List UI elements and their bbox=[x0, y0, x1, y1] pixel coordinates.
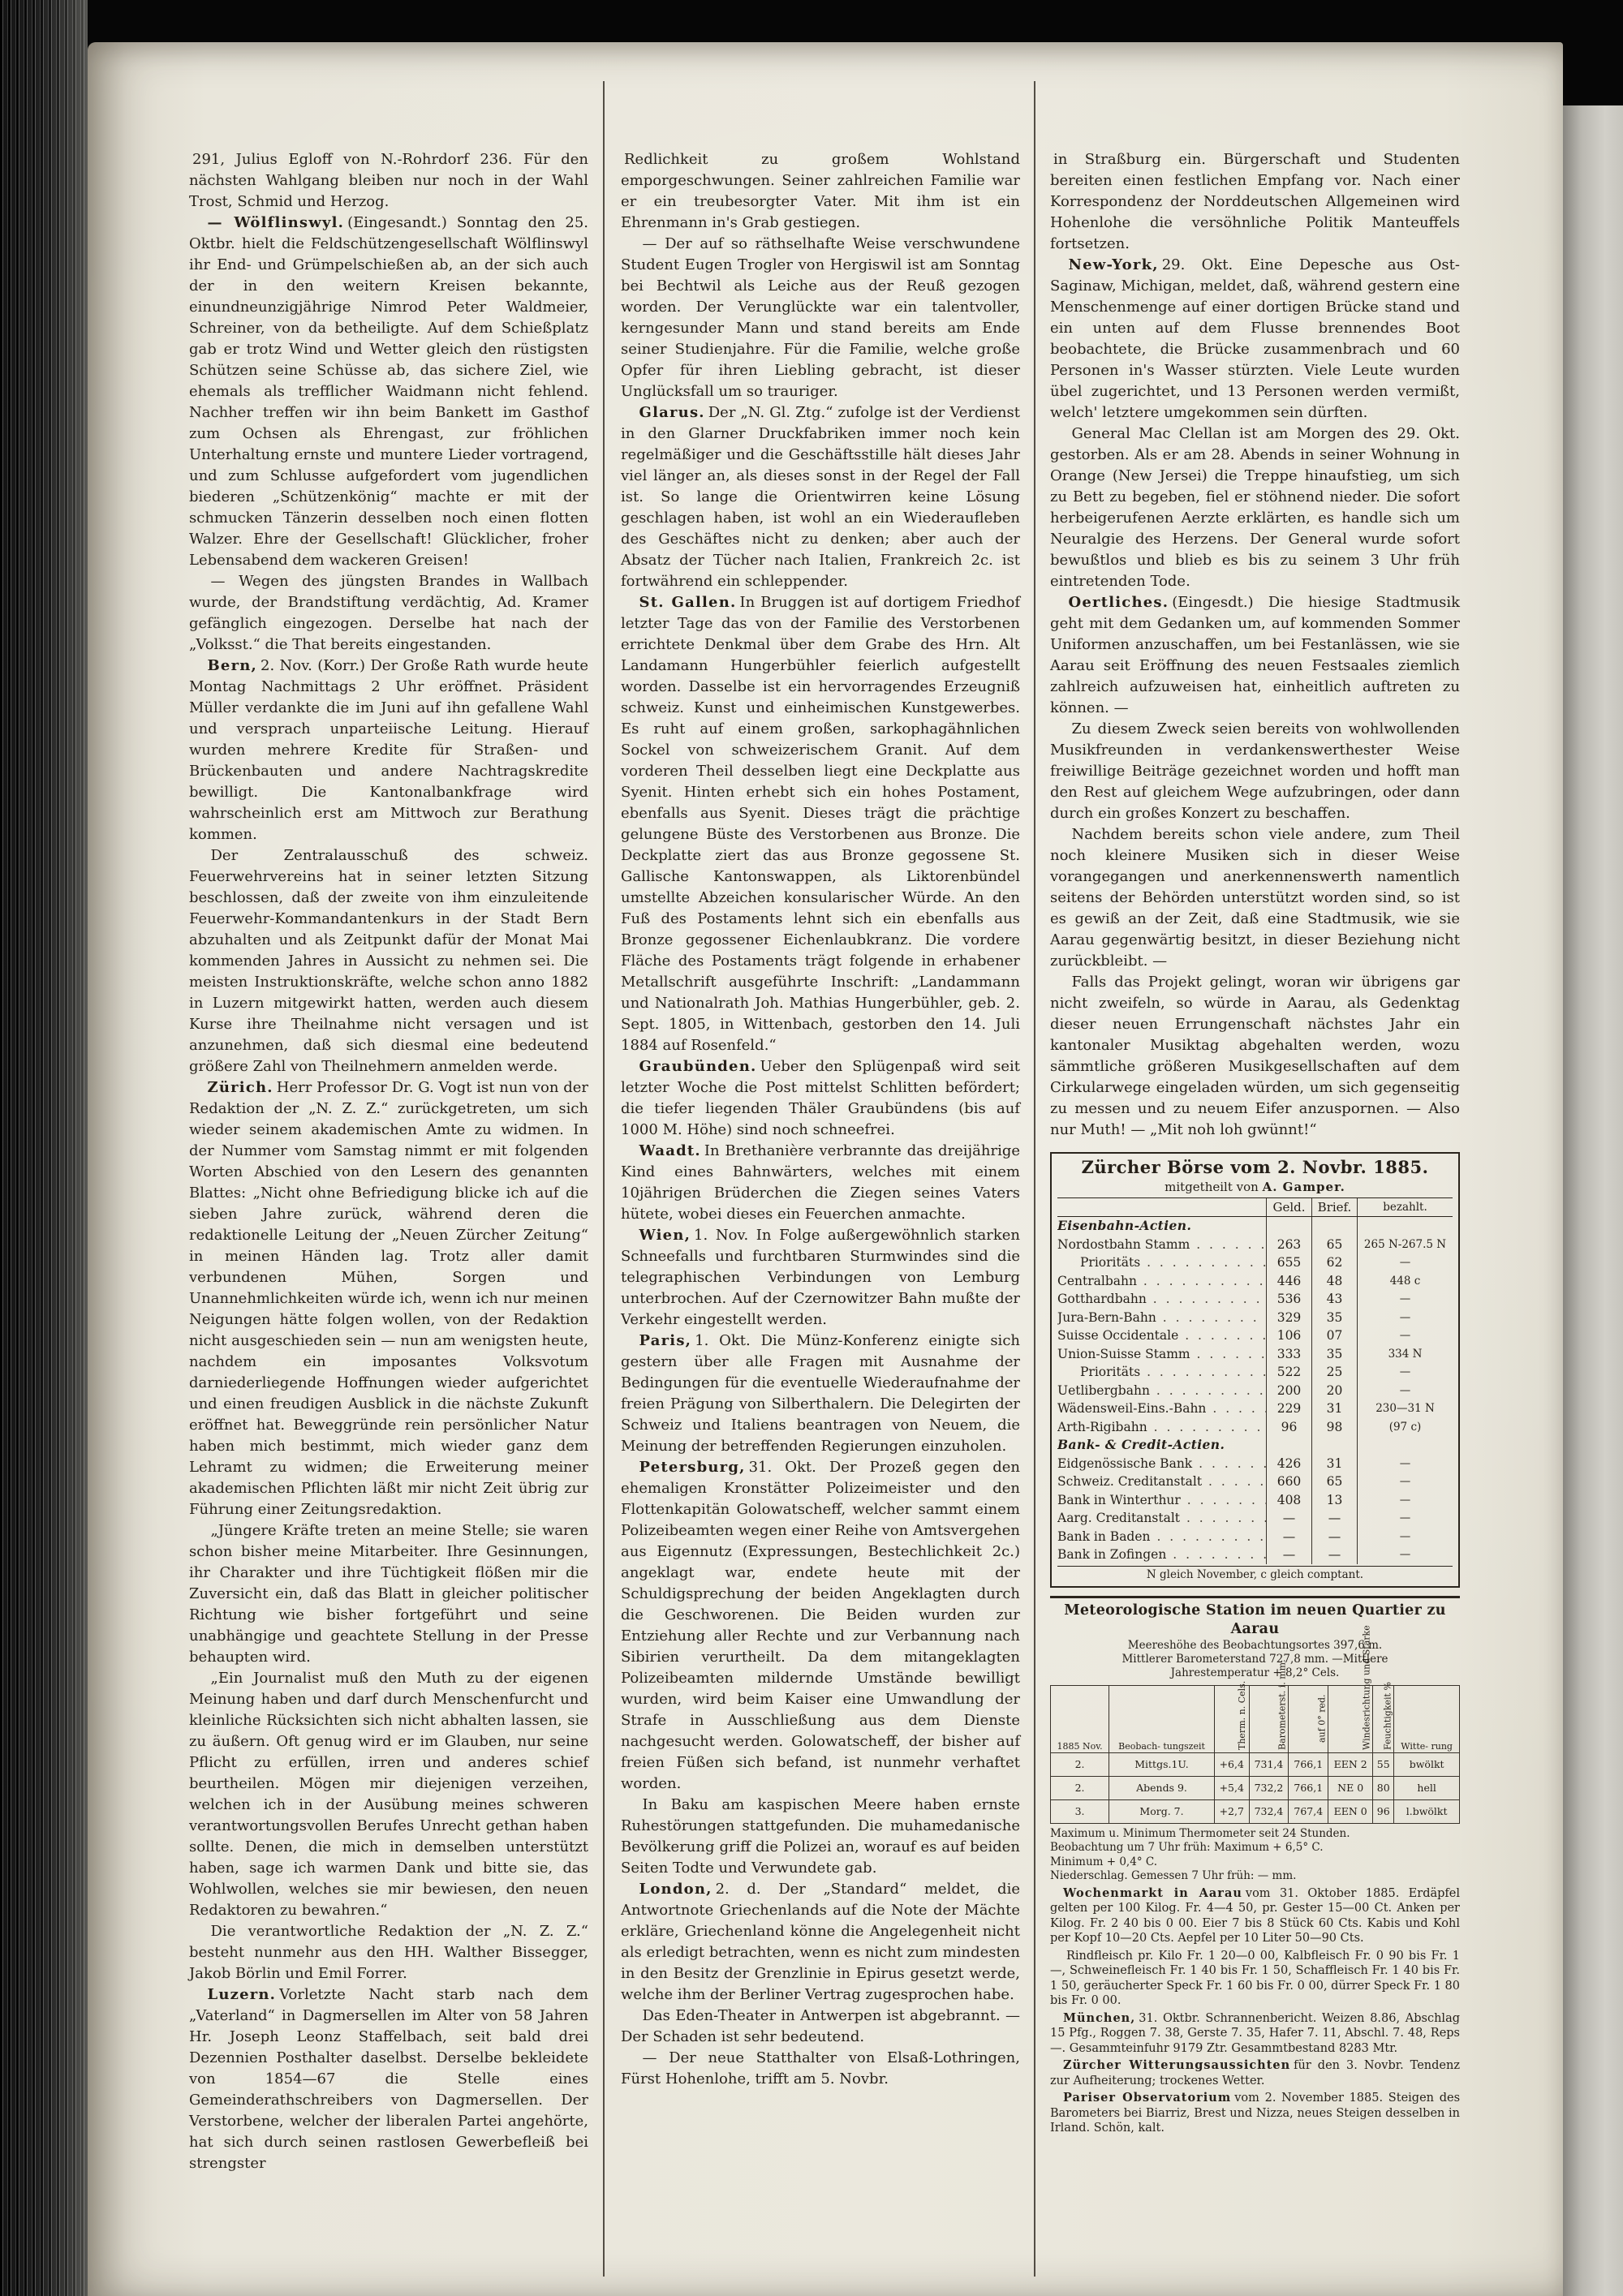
boerse-footnote: N gleich November, c gleich comptant. bbox=[1057, 1566, 1453, 1583]
brief-value: 35 bbox=[1311, 1345, 1357, 1364]
brief-value: 65 bbox=[1311, 1236, 1357, 1254]
bezahlt-value: 265 N-267.5 N bbox=[1357, 1236, 1453, 1254]
geld-value: 660 bbox=[1266, 1473, 1311, 1491]
article-lead: Paris, bbox=[639, 1332, 692, 1349]
article-text: — Der neue Statthalter von Elsaß-Lothringen, Fürst Hohenlohe, trifft am 5. Novbr. bbox=[621, 2049, 1020, 2087]
meteo-observation-row bbox=[1051, 1776, 1460, 1799]
notice-text: für den 3. Novbr. Tendenz zur Aufheiterung; trockenes Wetter. bbox=[1050, 2059, 1460, 2087]
bezahlt-value: 334 N bbox=[1357, 1345, 1453, 1364]
bezahlt-value: — bbox=[1357, 1455, 1453, 1473]
geld-value: 200 bbox=[1266, 1382, 1311, 1400]
notice-lead: Zürcher Witterungsaussichten bbox=[1062, 2058, 1291, 2072]
meteo-column-header: Windesrichtung und Stärke bbox=[1328, 1685, 1373, 1752]
geld-value bbox=[1266, 1217, 1311, 1236]
meteo-note: Niederschlag. Gemessen 7 Uhr früh: — mm. bbox=[1050, 1869, 1297, 1882]
boerse-row bbox=[1057, 1436, 1453, 1455]
meteo-observation-row bbox=[1051, 1799, 1460, 1823]
table-cell: Morg. 7. bbox=[1109, 1799, 1215, 1823]
brief-value: 98 bbox=[1311, 1418, 1357, 1437]
table-cell: hell bbox=[1394, 1776, 1460, 1799]
brief-value: — bbox=[1311, 1528, 1357, 1546]
meteo-altitude-line: Meereshöhe des Beobachtungsortes 397,6 m. bbox=[1127, 1638, 1383, 1652]
boerse-title: Zürcher Börse vom 2. Novbr. 1885. bbox=[1081, 1157, 1429, 1177]
security-name: Arth-Rigibahn . . . bbox=[1057, 1418, 1266, 1437]
table-cell: 80 bbox=[1373, 1776, 1394, 1799]
bezahlt-value: — bbox=[1357, 1546, 1453, 1564]
bezahlt-value: 448 c bbox=[1357, 1272, 1453, 1291]
boerse-row bbox=[1057, 1309, 1453, 1327]
table-cell: +6,4 bbox=[1214, 1752, 1249, 1776]
brief-value bbox=[1311, 1217, 1357, 1236]
security-name: Prioritäts . . . bbox=[1057, 1363, 1266, 1382]
table-cell: 766,1 bbox=[1289, 1752, 1328, 1776]
article-text: In Brethanière verbrannte das dreijährige Kind eines Bahnwärters, welches mit einem 10jährigen Brüderchen die Ziegen seines Vaters hütete, wobei dieses ein Feuerchen anmachte. bbox=[621, 1142, 1020, 1223]
geld-value: 536 bbox=[1266, 1290, 1311, 1309]
security-name: Prioritäts . . . bbox=[1057, 1253, 1266, 1272]
table-cell: EEN 2 bbox=[1328, 1752, 1373, 1776]
bezahlt-value: — bbox=[1357, 1326, 1453, 1345]
meteo-column-header: 1885 Nov. bbox=[1051, 1685, 1109, 1752]
meteo-column-header: Feuchtigkeit % bbox=[1373, 1685, 1394, 1752]
security-name: Nordostbahn Stamm . . . bbox=[1057, 1236, 1266, 1254]
article-text: Der „N. Gl. Ztg.“ zufolge ist der Verdienst in den Glarner Druckfabriken immer noch kein regelmäßiger und die Geschäftsstille hält dieses Jahr viel länger an, als dieses sonst in der Regel der Fall ist. So lange die Orientwirren keine Lösung geschlagen haben, ist wohl an ein Wiederaufleben des Geschäftes nicht zu denken; aber auch der Absatz der Tücher nach Italien, Frankreich 2c. ist fortwährend ein schleppender. bbox=[621, 404, 1020, 590]
book-binding-edge bbox=[0, 0, 88, 2296]
security-name: Schweiz. Creditanstalt . . . bbox=[1057, 1473, 1266, 1491]
brief-value: 07 bbox=[1311, 1326, 1357, 1345]
newspaper-page bbox=[88, 42, 1563, 2296]
next-page-edge bbox=[1563, 105, 1623, 2296]
boerse-subtitle-name: A. Gamper. bbox=[1262, 1180, 1345, 1194]
table-cell: 96 bbox=[1373, 1799, 1394, 1823]
article-paragraph bbox=[189, 571, 588, 656]
security-name: Uetlibergbahn . . . bbox=[1057, 1382, 1266, 1400]
article-paragraph bbox=[1050, 149, 1460, 255]
article-paragraph bbox=[621, 592, 1020, 1056]
geld-value: — bbox=[1266, 1509, 1311, 1528]
security-name: Bank- & Credit-Actien. bbox=[1057, 1437, 1225, 1452]
brief-value: 62 bbox=[1311, 1253, 1357, 1272]
boerse-row bbox=[1057, 1326, 1453, 1345]
meteo-column-header: Barometerst. i. mm. bbox=[1249, 1685, 1289, 1752]
article-paragraph bbox=[189, 1520, 588, 1668]
article-paragraph bbox=[621, 2048, 1020, 2090]
article-text: (Eingesdt.) Die hiesige Stadtmusik geht mit dem Gedanken um, auf kommenden Sommer Uniformen anzuschaffen, um bei Festanlässen, wie sie Aarau seit Eröffnung des neuen Festsaales ziemlich zahlreich aufzuweisen hat, einheitlich auftreten zu können. — bbox=[1050, 594, 1460, 716]
meteo-temperature-line: Jahrestemperatur + 8,2° Cels. bbox=[1170, 1666, 1340, 1679]
stock-exchange-box bbox=[1050, 1152, 1460, 1588]
article-text: 1. Okt. Die Münz-Konferenz einigte sich gestern über alle Fragen mit Ausnahme der Bedingungen für die eventuelle Wiederaufnahme der freien Prägung von Silberthalern. Die Delegirten der Schweiz und Italiens beantragen von Neuem, die Meinung der betreffenden Regierungen einzuholen. bbox=[621, 1332, 1020, 1455]
security-name: Suisse Occidentale . . . bbox=[1057, 1326, 1266, 1345]
article-text: Zu diesem Zweck seien bereits von wohlwollenden Musikfreunden in verdankenswerthester Weise freiwillige Beiträge gezeichnet worden und hofft man den Rest auf gleichem Wege aufzubringen, oder dann durch ein großes Konzert zu beschaffen. bbox=[1050, 720, 1460, 822]
article-lead: St. Gallen. bbox=[639, 594, 737, 611]
boerse-row bbox=[1057, 1418, 1453, 1437]
table-cell: l.bwölkt bbox=[1394, 1799, 1460, 1823]
bezahlt-value bbox=[1357, 1217, 1453, 1236]
article-paragraph bbox=[189, 656, 588, 845]
article-text: Die verantwortliche Redaktion der „N. Z. Z.“ besteht nunmehr aus den HH. Walther Bissegger, Jakob Börlin und Emil Forrer. bbox=[189, 1923, 588, 1982]
boerse-row bbox=[1057, 1253, 1453, 1272]
article-lead: Graubünden. bbox=[639, 1058, 757, 1075]
article-lead: Wien, bbox=[639, 1227, 691, 1244]
brief-value: — bbox=[1311, 1509, 1357, 1528]
brief-value: 20 bbox=[1311, 1382, 1357, 1400]
boerse-row bbox=[1057, 1236, 1453, 1254]
weather-station-section bbox=[1050, 1596, 1460, 1884]
geld-value: 106 bbox=[1266, 1326, 1311, 1345]
column-3-articles bbox=[1050, 149, 1460, 1141]
article-paragraph bbox=[189, 149, 588, 213]
brief-value: 65 bbox=[1311, 1473, 1357, 1491]
article-paragraph bbox=[1050, 255, 1460, 424]
meteo-header-row bbox=[1051, 1685, 1460, 1752]
article-text: Vorletzte Nacht starb nach dem „Vaterland“ in Dagmersellen im Alter von 58 Jahren Hr. Joseph Leonz Staffelbach, seit bald drei Dezennien Posthalter daselbst. Derselbe bekleidete von 1854—67 die Stelle eines Gemeinderathschreibers von Dagmersellen. Der Verstorbene, welcher der liberalen Partei angehörte, hat sich durch seinen rastlosen Gewerbefleiß bei strengster bbox=[189, 1986, 588, 2172]
table-cell: bwölkt bbox=[1394, 1752, 1460, 1776]
market-notice bbox=[1050, 2058, 1460, 2088]
article-text: „Jüngere Kräfte treten an meine Stelle; sie waren schon bisher meine Mitarbeiter. Ihre Gesinnungen, ihr Charakter und ihre Tüchtigkeit flößen mir die Zuversicht ein, daß das Blatt in gleicher politischer Richtung wie bisher fortgeführt und seine unabhängige und geachtete Stellung in der Presse behaupten wird. bbox=[189, 1522, 588, 1666]
article-text: (Eingesandt.) Sonntag den 25. Oktbr. hielt die Feldschützengesellschaft Wölflinswyl ihr End- und Grümpelschießen ab, an der sich auch der in den weitern Kreisen bekannte, einundneunzigjährige Nimrod Peter Waldmeier, Schreiner, von da betheiligte. Auf dem Schießplatz gab er trotz Wind und Wetter gleich den rüstigsten Schützen seine Schüsse ab, das sichere Ziel, wie ehemals als trefflicher Waidmann nicht fehlend. Nachher treffen wir ihn beim Bankett im Gasthof zum Ochsen als Ehrengast, zur fröhlichen Unterhaltung ernste und muntere Lieder vortragend, und zum Schlusse aufgefordert vom jugendlichen biederen „Schützenkönig“ machte er mit der schmucken Tänzerin desselben noch einen flotten Walzer. Ehre der Gesellschaft! Glücklicher, froher Lebensabend dem wackeren Greisen! bbox=[189, 214, 588, 569]
bezahlt-value: 230—31 N bbox=[1357, 1400, 1453, 1418]
article-text: In Bruggen ist auf dortigem Friedhof letzter Tage das von der Familie des Verstorbenen errichtete Denkmal über dem Grabe des Hrn. Alt Landamann Hungerbühler feierlich aufgestellt worden. Dasselbe ist ein hervorragendes Erzeugniß schweiz. Kunst und einheimischen Kunstgewerbes. Es ruht auf einem großen, sarkophagähnlichen Sockel von schweizerischem Granit. Auf dem vorderen Theil desselben liegt eine Deckplatte aus Syenit. Hinten erhebt sich ein hohes Postament, ebenfalls aus Syenit. Dieses trägt die prächtige gelungene Büste des Verstorbenen aus Bronze. Die Deckplatte ziert das aus Bronze gegossene St. Gallische Kantonswappen, als Liktorenbündel umstellte Abzeichen konsularischer Würde. An den Fuß des Postaments lehnt sich ein ebenfalls aus Bronze gegossener Eichenlaubkranz. Die vordere Fläche des Postaments trägt folgende in erhabener Metallschrift ausgeführte Inschrift: „Landammann und Nationalrath Joh. Mathias Hungerbühler, geb. 2. Sept. 1805, in Wittenbach, gestorben den 14. Juli 1884 auf Rosenfeld.“ bbox=[621, 594, 1020, 1054]
table-cell: 731,4 bbox=[1249, 1752, 1289, 1776]
article-paragraph bbox=[621, 402, 1020, 592]
notice-text: vom 2. November 1885. Steigen des Barometers bei Biarriz, Brest und Nizza, neues Steigen desselben in Irland. Schön, kalt. bbox=[1050, 2092, 1461, 2135]
article-lead: Glarus. bbox=[639, 404, 705, 421]
geld-value: 446 bbox=[1266, 1272, 1311, 1291]
security-name: Eisenbahn-Actien. bbox=[1057, 1218, 1192, 1233]
brief-value: 35 bbox=[1311, 1309, 1357, 1327]
article-lead: — Wölflinswyl. bbox=[207, 214, 345, 231]
table-cell: 767,4 bbox=[1289, 1799, 1328, 1823]
geld-value: 655 bbox=[1266, 1253, 1311, 1272]
geld-value: — bbox=[1266, 1528, 1311, 1546]
geld-value: 333 bbox=[1266, 1345, 1311, 1364]
notice-text: vom 31. Oktober 1885. Erdäpfel gelten per 100 Kilog. Fr. 4—4 50, pr. Gester 15—00 Ct. Anken per Kilog. Fr. 2 40 bis 0 00. Eier 7 bis 8 Stück 60 Cts. Kabis und Kohl per Kopf 10—20 Cts. Aepfel per 10 Liter 50—90 Cts. bbox=[1050, 1886, 1460, 1945]
meteo-note: Maximum u. Minimum Thermometer seit 24 Stunden. bbox=[1050, 1826, 1350, 1840]
geld-value: — bbox=[1266, 1546, 1311, 1564]
boerse-row bbox=[1057, 1509, 1453, 1528]
bezahlt-value: — bbox=[1357, 1382, 1453, 1400]
boerse-row bbox=[1057, 1345, 1453, 1364]
article-lead: Oertliches. bbox=[1068, 594, 1169, 611]
brief-value: 25 bbox=[1311, 1363, 1357, 1382]
geld-value: 329 bbox=[1266, 1309, 1311, 1327]
meteo-observation-row bbox=[1051, 1752, 1460, 1776]
boerse-row bbox=[1057, 1217, 1453, 1236]
boerse-row bbox=[1057, 1382, 1453, 1400]
article-text: In Baku am kaspischen Meere haben ernste Ruhestörungen stattgefunden. Die muhamedanische Bevölkerung griff die Polizei an, worauf es auf beiden Seiten Todte und Verwundete gab. bbox=[621, 1796, 1020, 1877]
article-text: 291, Julius Egloff von N.-Rohrdorf 236. Für den nächsten Wahlgang bleiben nur noch in der Wahl Trost, Schmid und Herzog. bbox=[189, 151, 588, 210]
security-name: Bank in Baden . . . bbox=[1057, 1528, 1266, 1546]
article-paragraph bbox=[621, 1056, 1020, 1141]
boerse-row bbox=[1057, 1290, 1453, 1309]
article-lead: Bern, bbox=[207, 657, 258, 674]
bezahlt-value bbox=[1357, 1436, 1453, 1455]
security-name: Eidgenössische Bank . . . bbox=[1057, 1455, 1266, 1473]
meteo-note: Beobachtung um 7 Uhr früh: Maximum + 6,5° C. bbox=[1050, 1841, 1324, 1854]
geld-value: 408 bbox=[1266, 1491, 1311, 1510]
boerse-row bbox=[1057, 1400, 1453, 1418]
table-cell: +2,7 bbox=[1214, 1799, 1249, 1823]
bezahlt-value: — bbox=[1357, 1491, 1453, 1510]
geld-value: 426 bbox=[1266, 1455, 1311, 1473]
boerse-table-body bbox=[1057, 1217, 1453, 1564]
text-column-2 bbox=[621, 149, 1020, 2090]
boerse-row bbox=[1057, 1272, 1453, 1291]
table-cell: 3. bbox=[1051, 1799, 1109, 1823]
article-text: Der Zentralausschuß des schweiz. Feuerwehrvereins hat in seiner letzten Sitzung beschlossen, daß der zweite von ihm einzuleitende Feuerwehr-Kommandantenkurs in der Stadt Bern abzuhalten und als Zeitpunkt dafür der Monat Mai kommenden Jahres in Aussicht zu nehmen sei. Die meisten Instruktionskräfte, welche schon anno 1882 in Luzern mitgewirkt hatten, werden auch diesem Kurse ihre Theilnahme nicht versagen und ist anzunehmen, daß sich diesmal eine bedeutend größere Zahl von Theilnehmern anmelden werde. bbox=[189, 847, 588, 1075]
article-text: 31. Okt. Der Prozeß gegen den ehemaligen Kronstätter Polizeimeister und den Flottenkapitän Golowatscheff, welcher sammt einem Polizeibeamten wegen einer Reihe von Amtsvergehen aus Eigennutz (Expressungen, Bestechlichkeit 2c.) angeklagt war, endete heute mit der Schuldigsprechung der beiden Angeklagten durch die Geschworenen. Die Beiden wurden zur Entziehung aller Rechte und zur Verbannung nach Sibirien verurtheilt. Da dem mitangeklagten Polizeibeamten mildernde Umstände bewilligt wurden, wird beim Kaiser eine Umwandlung der Strafe in Ausschließung aus dem Dienste nachgesucht werden. Golowatscheff, der bisher auf freien Füßen sich befand, ist nunmehr verhaftet worden. bbox=[621, 1459, 1020, 1792]
meteo-column-header: auf 0° red. bbox=[1289, 1685, 1328, 1752]
article-text: 29. Okt. Eine Depesche aus Ost-Saginaw, Michigan, meldet, daß, während gestern eine Menschenmenge auf einer dortigen Brücke stand und ein unten auf dem Flusse brennendes Boot beobachtete, die Brücke zusammenbrach und 60 Personen in's Wasser stürzten. Viele Leute wurden übel zugerichtet, und 13 Personen werden vermißt, welch' letztere umgekommen sein dürften. bbox=[1050, 256, 1460, 421]
boerse-row bbox=[1057, 1363, 1453, 1382]
notice-lead: Pariser Observatorium bbox=[1062, 2091, 1232, 2105]
article-text: 1. Nov. In Folge außergewöhnlich starken Schneefalls und furchtbaren Sturmwindes sind die telegraphischen Verbindungen von Lemburg unterbrochen. Auf der Czernowitzer Bahn mußte der Verkehr eingestellt werden. bbox=[621, 1227, 1020, 1328]
meteo-note: Minimum + 0,4° C. bbox=[1050, 1855, 1157, 1868]
security-name: Union-Suisse Stamm . . . bbox=[1057, 1345, 1266, 1364]
bezahlt-value: — bbox=[1357, 1473, 1453, 1491]
notice-lead: Wochenmarkt in Aarau bbox=[1062, 1885, 1242, 1900]
article-paragraph bbox=[189, 845, 588, 1077]
security-name: Bank in Zofingen . . . bbox=[1057, 1546, 1266, 1564]
boerse-row bbox=[1057, 1491, 1453, 1510]
market-notices bbox=[1050, 1886, 1460, 2136]
brief-value: 31 bbox=[1311, 1455, 1357, 1473]
article-text: „Ein Journalist muß den Muth zu der eigenen Meinung haben und darf durch Menschenfurcht und kleinliche Rücksichten sich nicht abhalten lassen, sie zu äußern. Oft genug wird er im Glauben, nur seine Pflicht zu erfüllen, irren und anderes schief beurtheilen. Mögen mir diejenigen verzeihen, welchen ich in der Ausübung meines schweren verantwortungsvollen Berufes Unrecht gethan haben sollte. Denen, die mich in demselben unterstützt haben, sage ich warmen Dank und bitte sie, das Wohlwollen, welches sie mir bewiesen, den neuen Redaktoren zu bewahren.“ bbox=[189, 1670, 588, 1919]
brief-value: 48 bbox=[1311, 1272, 1357, 1291]
table-cell: 766,1 bbox=[1289, 1776, 1328, 1799]
article-lead: London, bbox=[639, 1881, 712, 1898]
market-notice bbox=[1050, 2011, 1460, 2057]
article-text: Redlichkeit zu großem Wohlstand emporgeschwungen. Seiner zahlreichen Familie war er ein treubesorgter Vater. Mit ihm ist ein Ehrenmann in's Grab gestiegen. bbox=[621, 151, 1020, 231]
security-name: Jura-Bern-Bahn . . . bbox=[1057, 1309, 1266, 1327]
brief-value: 31 bbox=[1311, 1400, 1357, 1418]
security-name: Bank in Winterthur . . . bbox=[1057, 1491, 1266, 1510]
article-paragraph bbox=[189, 1984, 588, 2174]
article-lead: New-York, bbox=[1068, 256, 1159, 273]
bezahlt-header: bezahlt. bbox=[1357, 1198, 1453, 1216]
column-divider-2 bbox=[1034, 81, 1035, 2277]
brief-value bbox=[1311, 1436, 1357, 1455]
meteo-column-header: Witte- rung bbox=[1394, 1685, 1460, 1752]
geld-value: 96 bbox=[1266, 1418, 1311, 1437]
notice-text: Rindfleisch pr. Kilo Fr. 1 20—0 00, Kalbfleisch Fr. 0 90 bis Fr. 1 —, Schweinefleisch Fr. 1 40 bis Fr. 1 50, Schaffleisch Fr. 1 40 bis Fr. 1 50, geräucherter Speck Fr. 1 60 bis Fr. 0 00, dürrer Speck Fr. 1 80 bis Fr. 0 00. bbox=[1050, 1949, 1460, 2007]
table-cell: 732,4 bbox=[1249, 1799, 1289, 1823]
article-text: Falls das Projekt gelingt, woran wir übrigens gar nicht zweifeln, so würde in Aarau, als Gedenktag dieser neuen Errungenschaft nächstes Jahr ein kantonaler Musiktag abgehalten werden, wozu sämmtliche größeren Musikgesellschaften auf dem Cirkularwege eingeladen würden, um sich gegenseitig zu messen und zu neuem Eifer anzuspornen. — Also nur Muth! — „Mit noh loh gwünnt!“ bbox=[1050, 974, 1460, 1138]
article-paragraph bbox=[621, 1141, 1020, 1225]
article-paragraph bbox=[1050, 592, 1460, 719]
boerse-row bbox=[1057, 1546, 1453, 1564]
article-paragraph bbox=[621, 1795, 1020, 1879]
article-paragraph bbox=[1050, 424, 1460, 592]
bezahlt-value: — bbox=[1357, 1509, 1453, 1528]
boerse-row bbox=[1057, 1455, 1453, 1473]
meteo-table-body bbox=[1051, 1752, 1460, 1823]
brief-header: Brief. bbox=[1311, 1198, 1357, 1216]
table-cell: NE 0 bbox=[1328, 1776, 1373, 1799]
boerse-row bbox=[1057, 1528, 1453, 1546]
article-paragraph bbox=[621, 1879, 1020, 2006]
geld-value: 229 bbox=[1266, 1400, 1311, 1418]
boerse-subtitle-prefix: mitgetheilt von bbox=[1165, 1180, 1259, 1194]
article-text: — Der auf so räthselhafte Weise verschwundene Student Eugen Trogler von Hergiswil ist am Sonntag bei Bechtwil als Leiche aus der Reuß gezogen worden. Der Verunglückte war ein talentvoller, kerngesunder Mann und stand bereits am Ende seiner Studienjahre. Für die Familie, welche große Opfer für ihren Liebling gebracht, ist dieser Unglücksfall um so trauriger. bbox=[621, 235, 1020, 400]
article-lead: Luzern. bbox=[207, 1986, 277, 2003]
article-paragraph bbox=[621, 1331, 1020, 1457]
text-column-1 bbox=[189, 149, 588, 2174]
meteo-column-header: Beobach- tungszeit bbox=[1109, 1685, 1215, 1752]
meteo-column-header: Therm. n. Cels. bbox=[1214, 1685, 1249, 1752]
brief-value: 43 bbox=[1311, 1290, 1357, 1309]
table-cell: 55 bbox=[1373, 1752, 1394, 1776]
meteo-title: Meteorologische Station im neuen Quartier zu Aarau bbox=[1064, 1602, 1446, 1637]
geld-value: 522 bbox=[1266, 1363, 1311, 1382]
article-paragraph bbox=[189, 1077, 588, 1520]
text-column-3 bbox=[1050, 149, 1460, 2136]
article-text: General Mac Clellan ist am Morgen des 29. Okt. gestorben. Als er am 28. Abends in seiner Wohnung in Orange (New Jersei) die Treppe hinaufstieg, um sich zu Bett zu begeben, fiel er stöhnend nieder. Die sofort herbeigerufenen Aerzte erklärten, es handle sich um Neuralgie des Herzens. Der General wurde sofort bewußtlos und blieb es bis zu seinem 3 Uhr früh eintretenden Tode. bbox=[1050, 425, 1460, 590]
article-paragraph bbox=[1050, 824, 1460, 972]
article-paragraph bbox=[621, 1457, 1020, 1795]
article-paragraph bbox=[189, 1921, 588, 1984]
column-divider-1 bbox=[603, 81, 605, 2277]
article-text: Herr Professor Dr. G. Vogt ist nun von der Redaktion der „N. Z. Z.“ zurückgetreten, um sich wieder seinem akademischen Amte zu widmen. In der Nummer vom Samstag nimmt er mit folgenden Worten Abschied von den Lesern des genannten Blattes: „Nicht ohne Befriedigung blicke ich auf die sieben Jahre zurück, während deren die redaktionelle Leitung der „Neuen Zürcher Zeitung“ in meinen Händen lag. Trotz aller damit verbundenen Mühen, Sorgen und Unannehmlichkeiten würde ich, wenn ich nur meinen Neigungen hätte folgen wollen, von der Redaktion nicht ausgeschieden sein — nun am wenigsten heute, nachdem ein imposantes Volksvotum darniederliegende Hoffnungen wieder aufgerichtet und einen freudigen Ausblick in die nächste Zukunft eröffnet hat. Beweggründe rein persönlicher Natur haben mich bestimmt, mich wieder ganz dem Lehramt zu widmen; die Erweiterung meiner akademischen Pflichten läßt mir nicht Zeit übrig zur Führung einer Zeitungsredaktion. bbox=[189, 1079, 588, 1518]
article-paragraph bbox=[1050, 972, 1460, 1141]
table-cell: 732,2 bbox=[1249, 1776, 1289, 1799]
article-paragraph bbox=[189, 213, 588, 571]
meteo-barometer-line: Mittlerer Barometerstand 727,8 mm. —Mittlere bbox=[1121, 1652, 1388, 1666]
article-paragraph bbox=[621, 1225, 1020, 1331]
boerse-table-header bbox=[1057, 1198, 1453, 1217]
article-text: Das Eden-Theater in Antwerpen ist abgebrannt. — Der Schaden ist sehr bedeutend. bbox=[621, 2007, 1020, 2045]
boerse-subtitle bbox=[1057, 1179, 1453, 1198]
market-notice bbox=[1050, 1949, 1460, 2009]
security-name: Wädensweil-Eins.-Bahn . . . bbox=[1057, 1400, 1266, 1418]
article-text: in Straßburg ein. Bürgerschaft und Studenten bereiten einen festlichen Empfang vor. Nach einer Korrespondenz der Norddeutschen Allgemeinen wird Hohenlohe die versöhnliche Politik Manteuffels fortsetzen. bbox=[1050, 151, 1460, 252]
table-cell: Abends 9. bbox=[1109, 1776, 1215, 1799]
bezahlt-value: — bbox=[1357, 1290, 1453, 1309]
article-lead: Zürich. bbox=[207, 1079, 273, 1096]
bezahlt-value: (97 c) bbox=[1357, 1418, 1453, 1437]
article-text: 2. Nov. (Korr.) Der Große Rath wurde heute Montag Nachmittags 2 Uhr eröffnet. Präsident Müller verdankte die im Juni auf ihn gefallene Wahl und versprach unparteiische Leitung. Hierauf wurden mehrere Kredite für Straßen- und Brückenbauten und andere Nachtragskredite bewilligt. Die Kantonalbankfrage wird wahrscheinlich erst am Mittwoch zur Berathung kommen. bbox=[189, 657, 588, 843]
market-notice bbox=[1050, 1886, 1460, 1946]
table-cell: 2. bbox=[1051, 1752, 1109, 1776]
security-name: Aarg. Creditanstalt . . . bbox=[1057, 1509, 1266, 1528]
bezahlt-value: — bbox=[1357, 1253, 1453, 1272]
article-lead: Waadt. bbox=[639, 1142, 701, 1159]
notice-lead: München, bbox=[1062, 2010, 1136, 2025]
article-text: Ueber den Splügenpaß wird seit letzter Woche die Post mittelst Schlitten befördert; die tiefer liegenden Thäler Graubündens (bis auf 1000 M. Höhe) sind noch schneefrei. bbox=[621, 1058, 1020, 1138]
security-name: Gotthardbahn . . . bbox=[1057, 1290, 1266, 1309]
article-lead: Petersburg, bbox=[639, 1459, 746, 1476]
table-cell: Mittgs.1U. bbox=[1109, 1752, 1215, 1776]
brief-value: — bbox=[1311, 1546, 1357, 1564]
table-cell: EEN 0 bbox=[1328, 1799, 1373, 1823]
article-text: 2. d. Der „Standard“ meldet, die Antwortnote Griechenlands auf die Note der Mächte erkläre, Griechenland könne die Angelegenheit nicht als erledigt betrachten, wenn es nicht zum mindesten in den Besitz der Grenzlinie in Epirus gesetzt werde, welche ihm der Berliner Vertrag zugesprochen habe. bbox=[621, 1881, 1020, 2003]
article-paragraph bbox=[189, 1668, 588, 1921]
bezahlt-value: — bbox=[1357, 1363, 1453, 1382]
boerse-row bbox=[1057, 1473, 1453, 1491]
article-text: — Wegen des jüngsten Brandes in Wallbach wurde, der Brandstiftung verdächtig, Ad. Kramer gefänglich eingezogen. Derselbe hat nach der „Volksst.“ die That bereits eingestanden. bbox=[189, 573, 588, 653]
geld-value: 263 bbox=[1266, 1236, 1311, 1254]
market-notice bbox=[1050, 2091, 1460, 2136]
article-paragraph bbox=[1050, 719, 1460, 824]
article-text: Nachdem bereits schon viele andere, zum Theil noch kleinere Musiken sich in dieser Weise vorangegangen und anerkennenswerth namentlich seitens der Behörden unterstützt worden sind, so ist es gewiß an der Zeit, daß eine Stadtmusik, wie sie Aarau gegenwärtig besitzt, in dieser Beziehung nicht zurückbleibt. — bbox=[1050, 826, 1460, 970]
bezahlt-value: — bbox=[1357, 1528, 1453, 1546]
article-paragraph bbox=[621, 149, 1020, 234]
geld-header: Geld. bbox=[1266, 1198, 1311, 1216]
meteo-notes bbox=[1050, 1827, 1460, 1884]
security-name: Centralbahn . . . bbox=[1057, 1272, 1266, 1291]
table-cell: 2. bbox=[1051, 1776, 1109, 1799]
notice-text: 31. Oktbr. Schrannenbericht. Weizen 8.86, Abschlag 15 Pfg., Roggen 7. 38, Gerste 7. 35, Hafer 7. 11, Abschl. 7. 48, Reps —. Gesammteinfuhr 9179 Ztr. Gesammtbestand 8283 Mtr. bbox=[1050, 2011, 1460, 2055]
article-paragraph bbox=[621, 234, 1020, 402]
table-cell: +5,4 bbox=[1214, 1776, 1249, 1799]
geld-value bbox=[1266, 1436, 1311, 1455]
bezahlt-value: — bbox=[1357, 1309, 1453, 1327]
article-paragraph bbox=[621, 2006, 1020, 2048]
brief-value: 13 bbox=[1311, 1491, 1357, 1510]
